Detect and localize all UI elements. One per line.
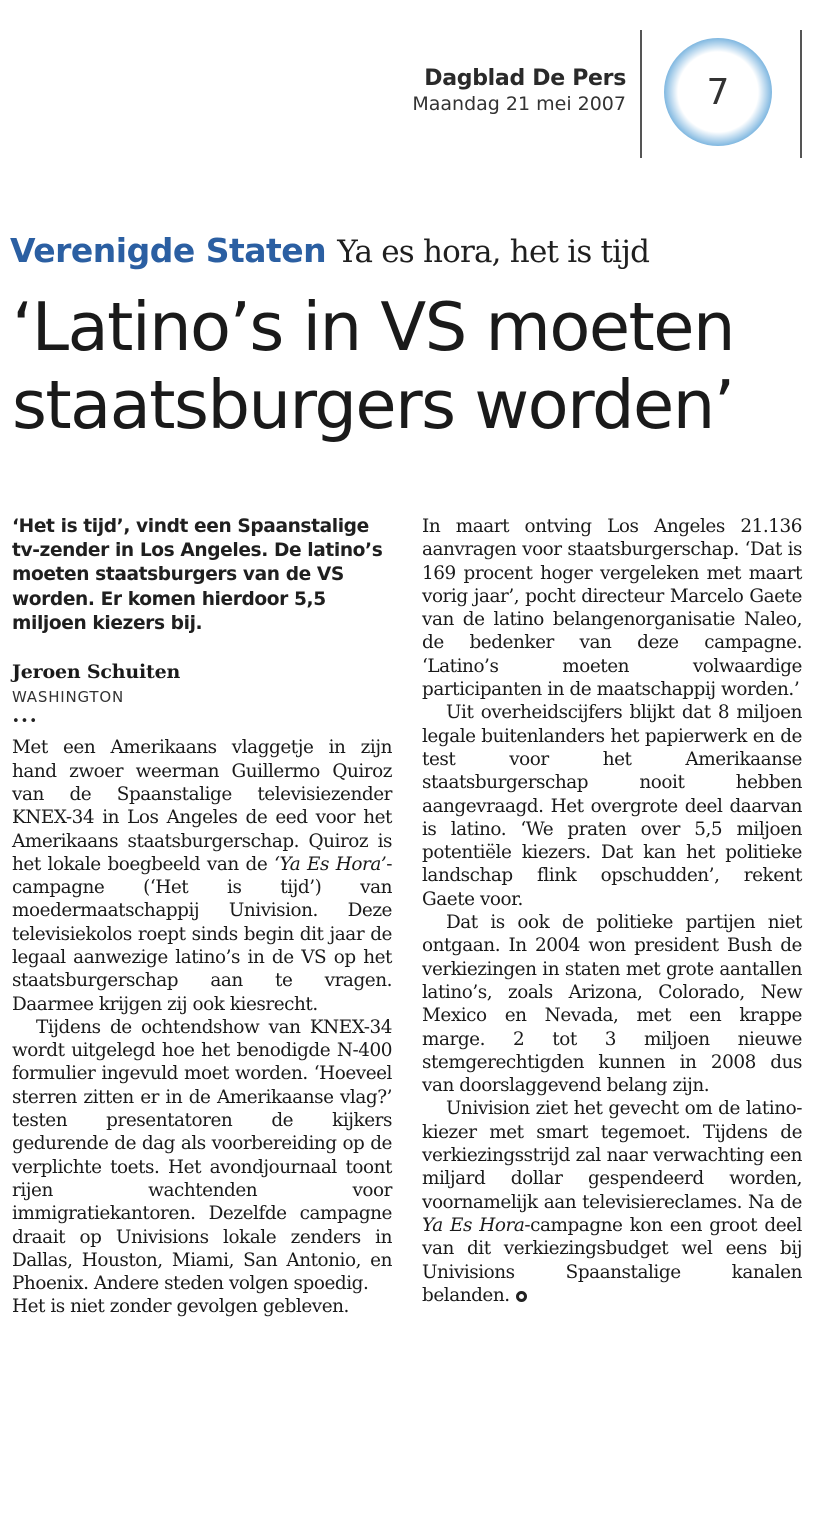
- body-text: -campagne (‘Het is tijd’) van moedermaatschappij Univision. Deze televisiekolos roept sinds begin dit jaar de legaal aanwezige latino’s in de VS op het staatsburgerschap aan te vragen. Daarmee krijgen zij ook kiesrecht.: [12, 853, 393, 1015]
- headline: [12, 288, 832, 444]
- body-paragraph: [422, 1097, 802, 1307]
- kicker-subtitle: Ya es hora, het is tijd: [337, 234, 650, 270]
- section-label: Verenigde Staten: [10, 231, 327, 270]
- body-text: Univision ziet het gevecht om de latino-kiezer met smart tegemoet. Tijdens de verkiezingsstrijd zal naar verwachting een miljard dollar gespendeerd worden, voornamelijk aan televisiereclames. Na de: [422, 1098, 802, 1213]
- masthead-divider-right: [800, 30, 802, 158]
- campaign-name: Ya Es Hora: [422, 1214, 525, 1236]
- body-paragraph: Het is niet zonder gevolgen gebleven.: [12, 1296, 349, 1318]
- headline-line-2: staatsburgers worden’: [12, 366, 734, 444]
- body-text: -campagne kon een groot deel van dit verkiezingsbudget wel eens bij Univisions Spaanstalige kanalen belanden.: [422, 1214, 802, 1306]
- newspaper-name: Dagblad De Pers: [424, 66, 626, 91]
- masthead: [412, 66, 626, 115]
- masthead-divider-left: [640, 30, 642, 158]
- headline-line-1: ‘Latino’s in VS moeten: [12, 288, 734, 366]
- page-number: 7: [706, 71, 730, 113]
- lead-paragraph: ‘Het is tijd’, vindt een Spaanstalige tv-zender in Los Angeles. De latino’s moeten staatsburgers van de VS worden. Er komen hierdoor 5,5 miljoen kiezers bij.: [12, 516, 383, 634]
- byline-separator: •••: [12, 714, 39, 730]
- dateline: WASHINGTON: [12, 688, 124, 707]
- campaign-name: ‘Ya Es Hora’: [274, 853, 387, 875]
- end-of-article-icon: [516, 1291, 527, 1302]
- article-column-left: [12, 515, 392, 1319]
- body-paragraph: Tijdens de ochtendshow van KNEX-34 wordt uitgelegd hoe het benodigde N-400 formulier ingevuld moet worden. ‘Hoeveel sterren zitten er in de Amerikaanse vlag?’ testen presentatoren de kijkers gedurende de dag als voorbereiding op de verplichte toets. Het avondjournaal toont rijen wachtenden voor immigratiekantoren. Dezelfde campagne draait op Univisions lokale zenders in Dallas, Houston, Miami, San Antonio, en Phoenix. Andere steden volgen spoedig.: [12, 1016, 392, 1295]
- byline-author: Jeroen Schuiten: [12, 661, 181, 684]
- body-paragraph: In maart ontving Los Angeles 21.136 aanvragen voor staatsburgerschap. ‘Dat is 169 procent hoger vergeleken met maart vorig jaar’, pocht directeur Marcelo Gaete van de latino belangenorganisatie Naleo, de bedenker van deze campagne. ‘Latino’s moeten volwaardige participanten in de maatschappij worden.’: [422, 516, 802, 701]
- page-number-badge: [664, 38, 772, 146]
- body-paragraph: Dat is ook de politieke partijen niet ontgaan. In 2004 won president Bush de verkiezingen in staten met grote aantallen latino’s, zoals Arizona, Colorado, New Mexico en Nevada, met een krappe marge. 2 tot 3 miljoen nieuwe stemgerechtigden kunnen in 2008 dus van doorslaggevend belang zijn.: [422, 912, 802, 1097]
- body-text: Met een Amerikaans vlaggetje in zijn hand zwoer weerman Guillermo Quiroz van de Spaanstalige televisiezender KNEX-34 in Los Angeles de eed voor het Amerikaans staatsburgerschap. Quiroz is het lokale boegbeeld van de: [12, 737, 392, 875]
- body-paragraph: [12, 736, 392, 1016]
- article-column-right: [422, 515, 802, 1307]
- body-paragraph: Uit overheidscijfers blijkt dat 8 miljoen legale buitenlanders het papierwerk en de test voor het Amerikaanse staatsburgerschap nooit hebben aangevraagd. Het overgrote deel daarvan is latino. ‘We praten over 5,5 miljoen potentiële kiezers. Dat kan het politieke landschap flink opschudden’, rekent Gaete voor.: [422, 702, 802, 910]
- kicker: [10, 231, 649, 270]
- publication-date: Maandag 21 mei 2007: [412, 93, 626, 115]
